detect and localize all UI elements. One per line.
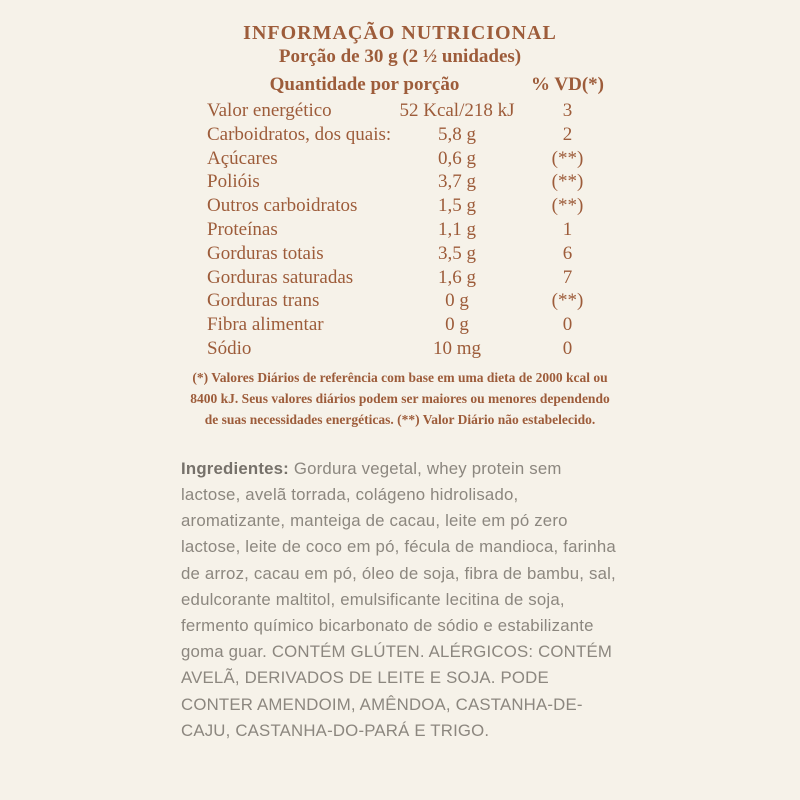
nutrient-amount: 0,6 g [438, 147, 476, 169]
column-header-daily-value: % VD(*) [530, 74, 604, 95]
nutrient-label: Polióis [207, 171, 260, 193]
nutrient-dv: (**) [551, 290, 584, 312]
nutrient-amount: 1,5 g [438, 195, 476, 217]
nutrient-amount: 1,6 g [438, 266, 476, 288]
table-row [182, 194, 618, 218]
nutrient-label: Gorduras saturadas [207, 266, 354, 288]
nutrient-dv: 6 [562, 242, 573, 264]
ingredients-text: Gordura vegetal, whey protein sem lactose, avelã torrada, colágeno hidrolisado, aromatizante, manteiga de cacau, leite em pó zero lactose, leite de coco em pó, fécula de mandioca, farinha de arroz, cacau em pó, óleo de soja, fibra de bambu, sal, edulcorante maltitol, emulsificante lecitina de soja, fermento químico bicarbonato de sódio e estabilizante goma guar. CONTÉM GLÚTEN. ALÉRGICOS: CONTÉM AVELÃ, DERIVADOS DE LEITE E SOJA. PODE CONTER AMENDOIM, AMÊNDOA, CASTANHA-DE-CAJU, CASTANHA-DO-PARÁ E TRIGO. [181, 458, 616, 740]
nutrient-dv: 2 [562, 123, 573, 145]
nutrient-amount: 0 g [445, 290, 469, 312]
table-row [182, 218, 618, 242]
table-row [182, 99, 618, 123]
nutrient-label: Gorduras trans [207, 290, 320, 312]
label-sheet [0, 23, 800, 800]
nutrient-amount: 3,7 g [438, 171, 476, 193]
nutrient-dv: 1 [562, 218, 573, 240]
serving-size: Porção de 30 g (2 ½ unidades) [278, 46, 522, 67]
nutrient-dv: (**) [551, 171, 584, 193]
nutrient-amount: 1,1 g [438, 218, 476, 240]
nutrient-dv: 0 [562, 337, 573, 359]
nutrient-label: Outros carboidratos [207, 195, 358, 217]
nutrient-label: Gorduras totais [207, 242, 324, 264]
nutrient-label: Sódio [207, 337, 252, 359]
nutrient-dv: (**) [551, 147, 584, 169]
nutrient-amount: 10 mg [432, 337, 482, 359]
table-row [182, 266, 618, 290]
nutrient-label: Açúcares [207, 147, 278, 169]
table-header-row [182, 73, 618, 97]
nutrient-amount: 0 g [445, 314, 469, 336]
nutrient-amount: 3,5 g [438, 242, 476, 264]
table-row [182, 123, 618, 147]
nutrition-panel [182, 23, 618, 430]
nutrient-label: Proteínas [207, 218, 278, 240]
nutrient-dv: 3 [562, 100, 573, 121]
nutrient-dv: (**) [551, 195, 584, 217]
table-row [182, 313, 618, 337]
nutrient-rows [182, 99, 618, 361]
table-row [182, 242, 618, 266]
column-header-quantity: Quantidade por porção [269, 74, 460, 95]
nutrient-dv: 0 [562, 314, 573, 336]
table-row [182, 289, 618, 313]
table-row [182, 170, 618, 194]
nutrient-label: Valor energético [207, 100, 332, 121]
table-row [182, 337, 618, 361]
nutrient-label: Fibra alimentar [207, 314, 324, 336]
daily-values-footnote: (*) Valores Diários de referência com base em uma dieta de 2000 kcal ou 8400 kJ. Seus valores diários podem ser maiores ou menores dependendo de suas necessidades energéticas. (**) Valor Diário não estabelecido. [190, 369, 610, 427]
nutrient-dv: 7 [562, 266, 573, 288]
table-row [182, 147, 618, 171]
nutrient-amount: 52 Kcal/218 kJ [399, 100, 515, 121]
ingredients-paragraph [181, 456, 619, 744]
nutrient-label: Carboidratos, dos quais: [207, 123, 392, 145]
nutrition-title: INFORMAÇÃO NUTRICIONAL [243, 22, 557, 44]
nutrient-amount: 5,8 g [438, 123, 476, 145]
ingredients-label: Ingredientes: [181, 458, 289, 478]
